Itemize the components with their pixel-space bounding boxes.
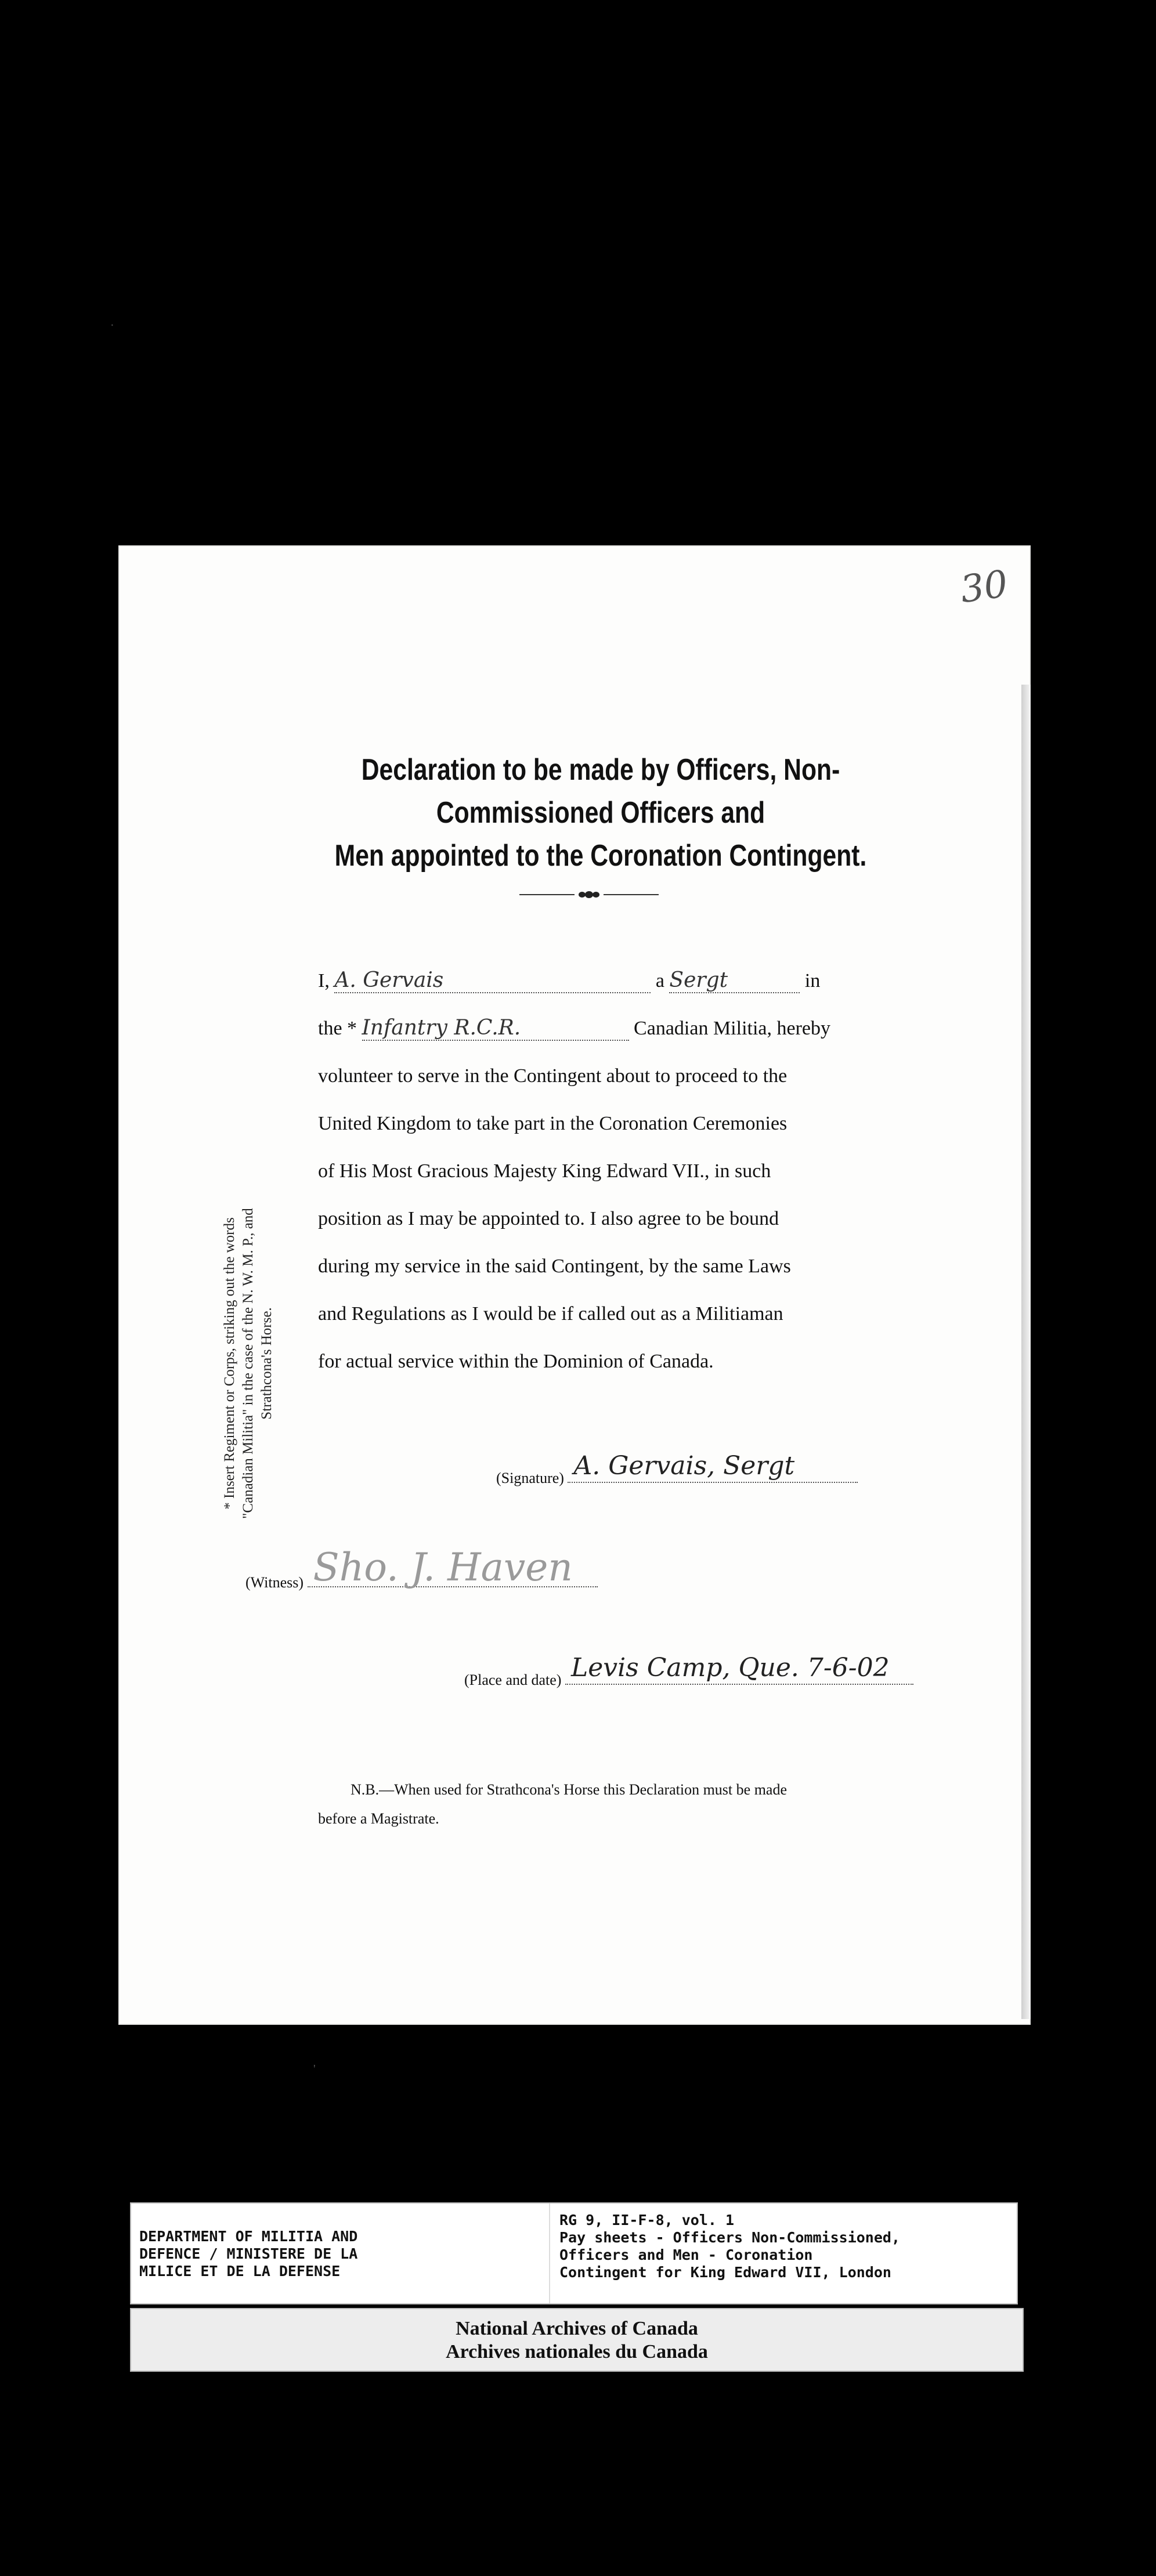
- signature-row: [496, 1451, 858, 1487]
- witness-label: (Witness): [245, 1574, 304, 1591]
- witness-row: [245, 1545, 598, 1591]
- declaration-line-6: position as I may be appointed to. I also agree to be bound: [318, 1208, 779, 1229]
- page-number: 30: [958, 562, 1011, 612]
- card-left-line-2: DEFENCE / MINISTERE DE LA: [139, 2245, 358, 2262]
- the-text: the *: [318, 1018, 357, 1039]
- archive-line-1: National Archives of Canada: [456, 2318, 698, 2339]
- declaration-line-3: volunteer to serve in the Contingent about to proceed to the: [318, 1065, 787, 1087]
- militia-text: Canadian Militia, hereby: [634, 1018, 831, 1039]
- side-note: [221, 1178, 276, 1549]
- declaration-line-9: for actual service within the Dominion of Canada.: [318, 1351, 714, 1372]
- name-value: A. Gervais: [334, 968, 444, 992]
- a-text: a: [655, 970, 664, 992]
- rank-field: [669, 969, 800, 993]
- place-date-value: Levis Camp, Que. 7-6-02: [570, 1653, 890, 1683]
- document-title: [322, 748, 879, 877]
- declaration-line-4: United Kingdom to take part in the Coronation Ceremonies: [318, 1113, 787, 1134]
- declaration-line-1: [318, 957, 869, 1005]
- nb-line-2: before a Magistrate.: [318, 1810, 439, 1827]
- declaration-body: [318, 957, 869, 1385]
- signature-value: A. Gervais, Sergt: [573, 1451, 795, 1481]
- place-date-label: (Place and date): [464, 1671, 562, 1688]
- archive-label: [130, 2308, 1024, 2372]
- signature-label: (Signature): [496, 1470, 564, 1486]
- side-note-line-3: Strathcona's Horse.: [259, 1307, 274, 1420]
- pronoun-text: I,: [318, 970, 330, 992]
- rank-value: Sergt: [669, 968, 728, 992]
- nb-note: [318, 1775, 875, 1833]
- witness-line: [308, 1545, 598, 1590]
- title-line-2: Men appointed to the Coronation Contingent.: [334, 839, 867, 873]
- card-right-line-1: RG 9, II-F-8, vol. 1: [559, 2212, 735, 2228]
- title-line-1: Declaration to be made by Officers, Non-Commissioned Officers and: [361, 753, 840, 830]
- scan-speck: ': [313, 2063, 316, 2075]
- card-department: [139, 2228, 357, 2280]
- card-right-line-3: Officers and Men - Coronation: [559, 2246, 813, 2263]
- declaration-line-8: and Regulations as I would be if called out as a Militiaman: [318, 1303, 783, 1325]
- card-right-line-4: Contingent for King Edward VII, London: [559, 2264, 891, 2281]
- scan-speck: ·: [110, 319, 114, 332]
- ornament-divider: [519, 891, 659, 899]
- archive-line-2: Archives nationales du Canada: [446, 2341, 708, 2362]
- place-date-row: [464, 1653, 913, 1689]
- name-field: [334, 969, 651, 993]
- card-reference: [559, 2212, 900, 2281]
- side-note-line-1: * Insert Regiment or Corps, striking out the words: [222, 1217, 237, 1510]
- witness-value: Sho. J. Haven: [313, 1545, 573, 1590]
- card-divider: [549, 2204, 550, 2303]
- page-edge-shadow: [1021, 685, 1031, 2019]
- declaration-line-2: [318, 1005, 869, 1052]
- side-note-line-2: "Canadian Militia" in the case of the N. W. M. P., and: [240, 1208, 256, 1519]
- card-left-line-1: DEPARTMENT OF MILITIA AND: [139, 2228, 358, 2245]
- regiment-field: [362, 1016, 629, 1041]
- regiment-value: Infantry R.C.R.: [362, 1016, 521, 1040]
- declaration-line-7: during my service in the said Contingent, by the same Laws: [318, 1256, 791, 1277]
- card-right-line-2: Pay sheets - Officers Non-Commissioned,: [559, 2229, 900, 2246]
- declaration-line-5: of His Most Gracious Majesty King Edward VII., in such: [318, 1160, 771, 1182]
- nb-line-1: N.B.—When used for Strathcona's Horse this Declaration must be made: [351, 1781, 787, 1798]
- archive-reference-card: [130, 2202, 1018, 2304]
- place-date-line: [565, 1653, 913, 1685]
- signature-line: [568, 1451, 858, 1483]
- in-text: in: [804, 970, 821, 992]
- card-left-line-3: MILICE ET DE LA DEFENSE: [139, 2263, 341, 2280]
